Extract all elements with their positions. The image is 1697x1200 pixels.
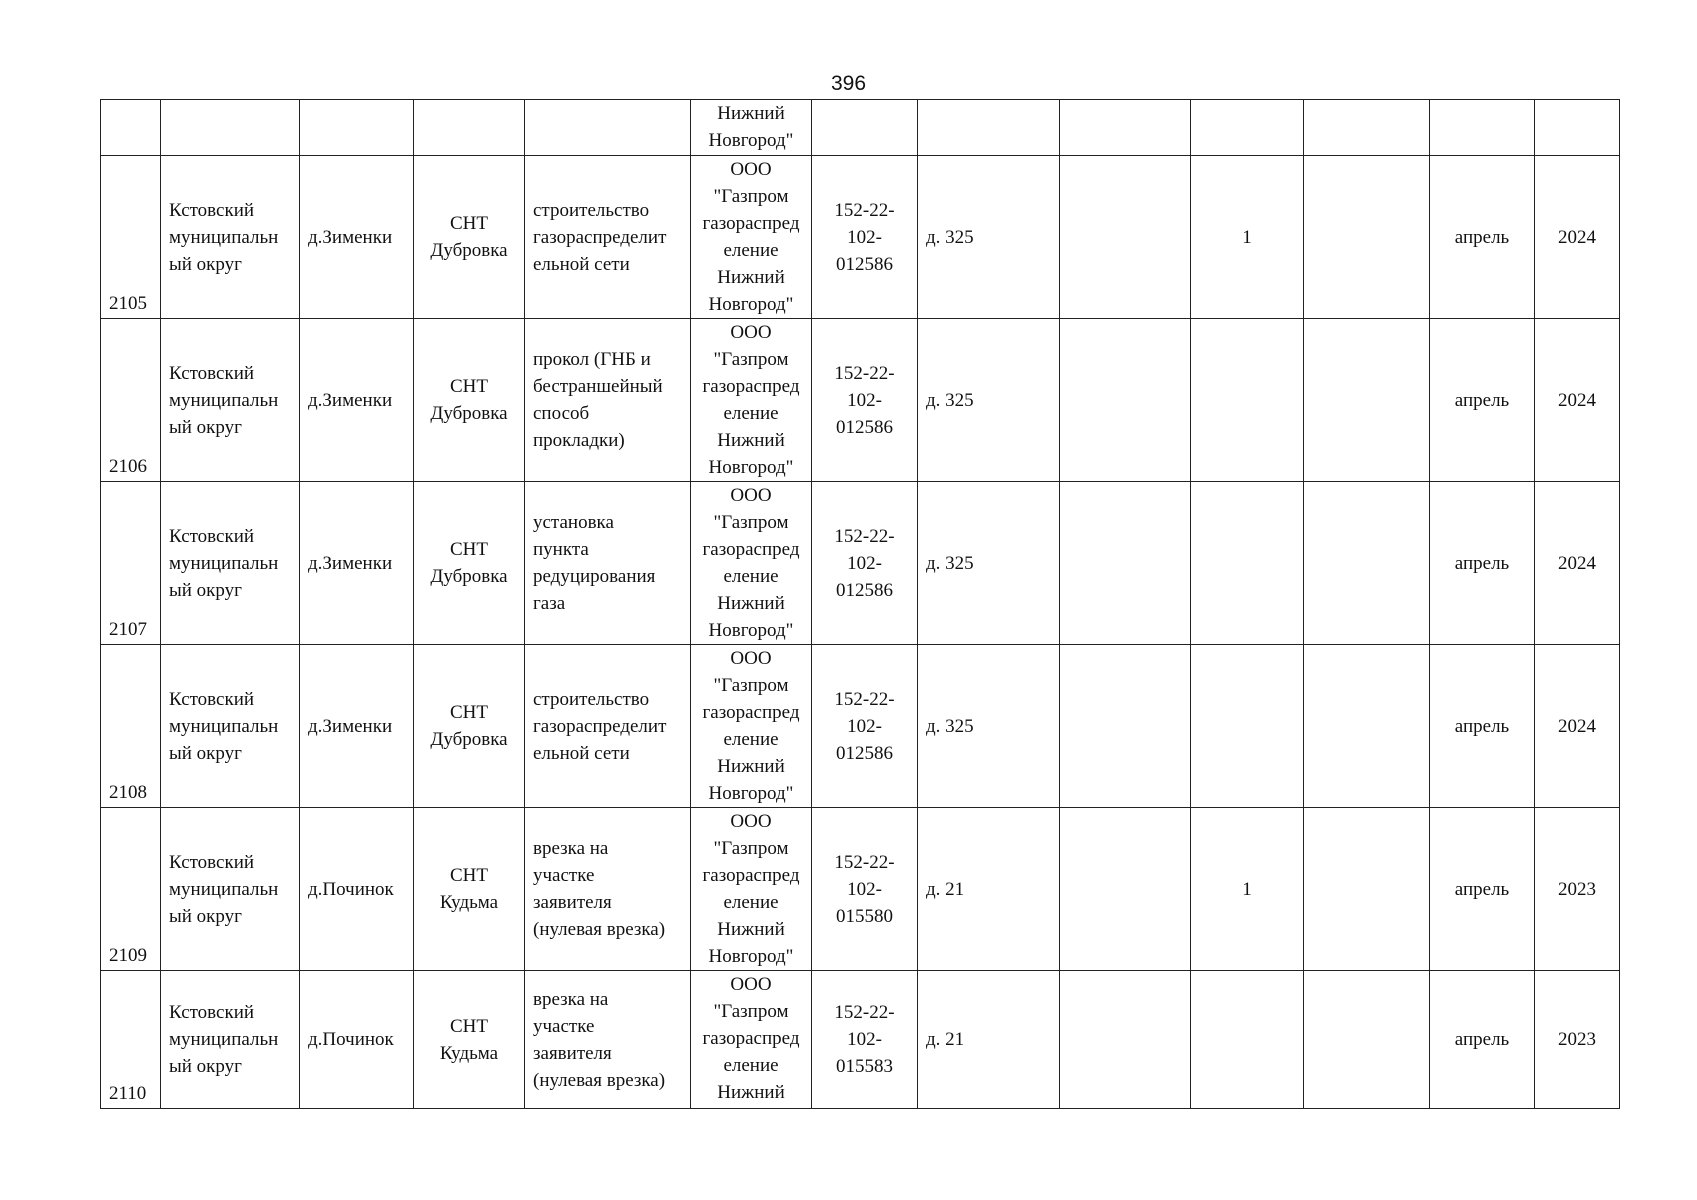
table-row-continued	[101, 100, 1620, 156]
cell-settlement: д.Зименки	[300, 319, 414, 482]
cell-month: апрель	[1430, 482, 1535, 645]
page-number: 396	[830, 72, 867, 95]
table-row	[101, 319, 1620, 482]
cell-object: СНТ Дубровка	[414, 156, 525, 319]
cell-address	[918, 100, 1060, 156]
cell-col9	[1060, 971, 1191, 1109]
cell-month: апрель	[1430, 319, 1535, 482]
cell-object	[414, 100, 525, 156]
cell-organization: ООО "Газпром газораспред еление Нижний Новгород"	[691, 482, 812, 645]
cell-num: 2108	[101, 645, 161, 808]
cell-district: Кстовский муниципальн ый округ	[161, 808, 300, 971]
cell-district: Кстовский муниципальн ый округ	[161, 645, 300, 808]
cell-col10	[1191, 645, 1304, 808]
cell-month	[1430, 100, 1535, 156]
cell-month: апрель	[1430, 808, 1535, 971]
table-row	[101, 971, 1620, 1109]
cell-num: 2107	[101, 482, 161, 645]
cell-district: Кстовский муниципальн ый округ	[161, 482, 300, 645]
cell-col9	[1060, 645, 1191, 808]
cell-year	[1535, 100, 1620, 156]
cell-col10	[1191, 971, 1304, 1109]
cell-organization: ООО "Газпром газораспред еление Нижний Новгород"	[691, 156, 812, 319]
cell-col11	[1304, 100, 1430, 156]
cell-contract: 152-22- 102- 015583	[812, 971, 918, 1109]
cell-col9	[1060, 808, 1191, 971]
cell-col9	[1060, 156, 1191, 319]
cell-work: врезка на участке заявителя (нулевая врезка)	[525, 971, 691, 1109]
cell-month: апрель	[1430, 645, 1535, 808]
cell-col11	[1304, 808, 1430, 971]
cell-work: установка пункта редуцирования газа	[525, 482, 691, 645]
cell-address: д. 325	[918, 645, 1060, 808]
cell-col9	[1060, 319, 1191, 482]
cell-address: д. 325	[918, 482, 1060, 645]
cell-num	[101, 100, 161, 156]
cell-district: Кстовский муниципальн ый округ	[161, 319, 300, 482]
cell-settlement: д.Починок	[300, 808, 414, 971]
cell-year: 2024	[1535, 156, 1620, 319]
cell-work: врезка на участке заявителя (нулевая врезка)	[525, 808, 691, 971]
cell-address: д. 325	[918, 319, 1060, 482]
cell-address: д. 21	[918, 808, 1060, 971]
cell-settlement: д.Зименки	[300, 482, 414, 645]
cell-district: Кстовский муниципальн ый округ	[161, 971, 300, 1109]
cell-contract: 152-22- 102- 012586	[812, 645, 918, 808]
cell-col11	[1304, 482, 1430, 645]
cell-num: 2110	[101, 971, 161, 1109]
table-row	[101, 808, 1620, 971]
cell-organization: ООО "Газпром газораспред еление Нижний Новгород"	[691, 319, 812, 482]
cell-object: СНТ Дубровка	[414, 482, 525, 645]
cell-num: 2109	[101, 808, 161, 971]
cell-work: прокол (ГНБ и бестраншейный способ прокладки)	[525, 319, 691, 482]
cell-contract: 152-22- 102- 015580	[812, 808, 918, 971]
cell-year: 2023	[1535, 808, 1620, 971]
cell-year: 2024	[1535, 319, 1620, 482]
cell-col10	[1191, 319, 1304, 482]
cell-object: СНТ Дубровка	[414, 319, 525, 482]
cell-num: 2105	[101, 156, 161, 319]
cell-object: СНТ Дубровка	[414, 645, 525, 808]
cell-organization: ООО "Газпром газораспред еление Нижний	[691, 971, 812, 1109]
cell-organization: ООО "Газпром газораспред еление Нижний Новгород"	[691, 808, 812, 971]
cell-contract: 152-22- 102- 012586	[812, 482, 918, 645]
cell-contract: 152-22- 102- 012586	[812, 319, 918, 482]
cell-col11	[1304, 319, 1430, 482]
cell-address: д. 325	[918, 156, 1060, 319]
gasification-table	[100, 99, 1620, 1109]
cell-settlement	[300, 100, 414, 156]
cell-month: апрель	[1430, 156, 1535, 319]
cell-col10	[1191, 482, 1304, 645]
cell-contract	[812, 100, 918, 156]
cell-object: СНТ Кудьма	[414, 971, 525, 1109]
cell-year: 2024	[1535, 482, 1620, 645]
cell-year: 2023	[1535, 971, 1620, 1109]
cell-work: строительство газораспределит ельной сети	[525, 645, 691, 808]
cell-work: строительство газораспределит ельной сети	[525, 156, 691, 319]
cell-col11	[1304, 971, 1430, 1109]
cell-work	[525, 100, 691, 156]
table-row	[101, 482, 1620, 645]
cell-col10: 1	[1191, 156, 1304, 319]
cell-month: апрель	[1430, 971, 1535, 1109]
table-row	[101, 645, 1620, 808]
cell-contract: 152-22- 102- 012586	[812, 156, 918, 319]
cell-col10: 1	[1191, 808, 1304, 971]
cell-organization: Нижний Новгород"	[691, 100, 812, 156]
cell-col9	[1060, 482, 1191, 645]
cell-col10	[1191, 100, 1304, 156]
cell-settlement: д.Зименки	[300, 645, 414, 808]
cell-address: д. 21	[918, 971, 1060, 1109]
cell-settlement: д.Зименки	[300, 156, 414, 319]
table-row	[101, 156, 1620, 319]
cell-year: 2024	[1535, 645, 1620, 808]
cell-col11	[1304, 156, 1430, 319]
cell-district: Кстовский муниципальн ый округ	[161, 156, 300, 319]
cell-col11	[1304, 645, 1430, 808]
cell-object: СНТ Кудьма	[414, 808, 525, 971]
cell-num: 2106	[101, 319, 161, 482]
cell-district	[161, 100, 300, 156]
cell-settlement: д.Починок	[300, 971, 414, 1109]
cell-organization: ООО "Газпром газораспред еление Нижний Новгород"	[691, 645, 812, 808]
cell-col9	[1060, 100, 1191, 156]
